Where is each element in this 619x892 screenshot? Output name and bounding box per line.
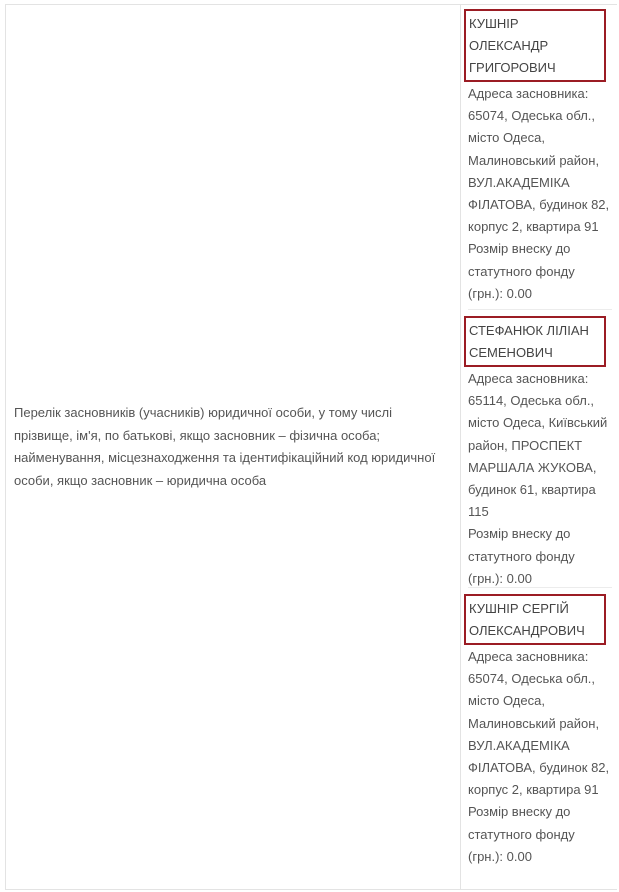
founder-contribution: Розмір внеску до статутного фонду (грн.): 0.00	[468, 241, 575, 301]
row-label-cell	[6, 5, 461, 889]
founders-list-cell	[462, 5, 618, 889]
founder-contribution: Розмір внеску до статутного фонду (грн.): 0.00	[468, 526, 575, 586]
founder-address: Адреса засновника: 65114, Одеська обл., місто Одеса, Київський район, ПРОСПЕКТ МАРШАЛА ЖУКОВА, будинок 61, квартира 115	[468, 371, 608, 520]
row-label: Перелік засновників (учасників) юридичної особи, у тому числі прізвище, ім'я, по батькові, якщо засновник – фізична особа; найменування, місцезнаходження та ідентифікаційний код юридичної особи, якщо засновник – юридична особа	[14, 405, 436, 488]
founder-entry	[468, 309, 612, 590]
founder-contribution: Розмір внеску до статутного фонду (грн.): 0.00	[468, 804, 575, 864]
founders-table	[5, 4, 617, 890]
founder-address: Адреса засновника: 65074, Одеська обл., місто Одеса, Малиновський район, ВУЛ.АКАДЕМІКА ФІЛАТОВА, будинок 82, корпус 2, квартира 91	[468, 649, 610, 798]
founder-name: КУШНІР СЕРГІЙ ОЛЕКСАНДРОВИЧ	[464, 594, 606, 645]
founder-name: СТЕФАНЮК ЛІЛІАН СЕМЕНОВИЧ	[464, 316, 606, 367]
founder-entry	[468, 9, 612, 305]
founder-name: КУШНІР ОЛЕКСАНДР ГРИГОРОВИЧ	[464, 9, 606, 82]
founder-entry	[468, 587, 612, 868]
founder-address: Адреса засновника: 65074, Одеська обл., місто Одеса, Малиновський район, ВУЛ.АКАДЕМІКА ФІЛАТОВА, будинок 82, корпус 2, квартира 91	[468, 86, 610, 235]
